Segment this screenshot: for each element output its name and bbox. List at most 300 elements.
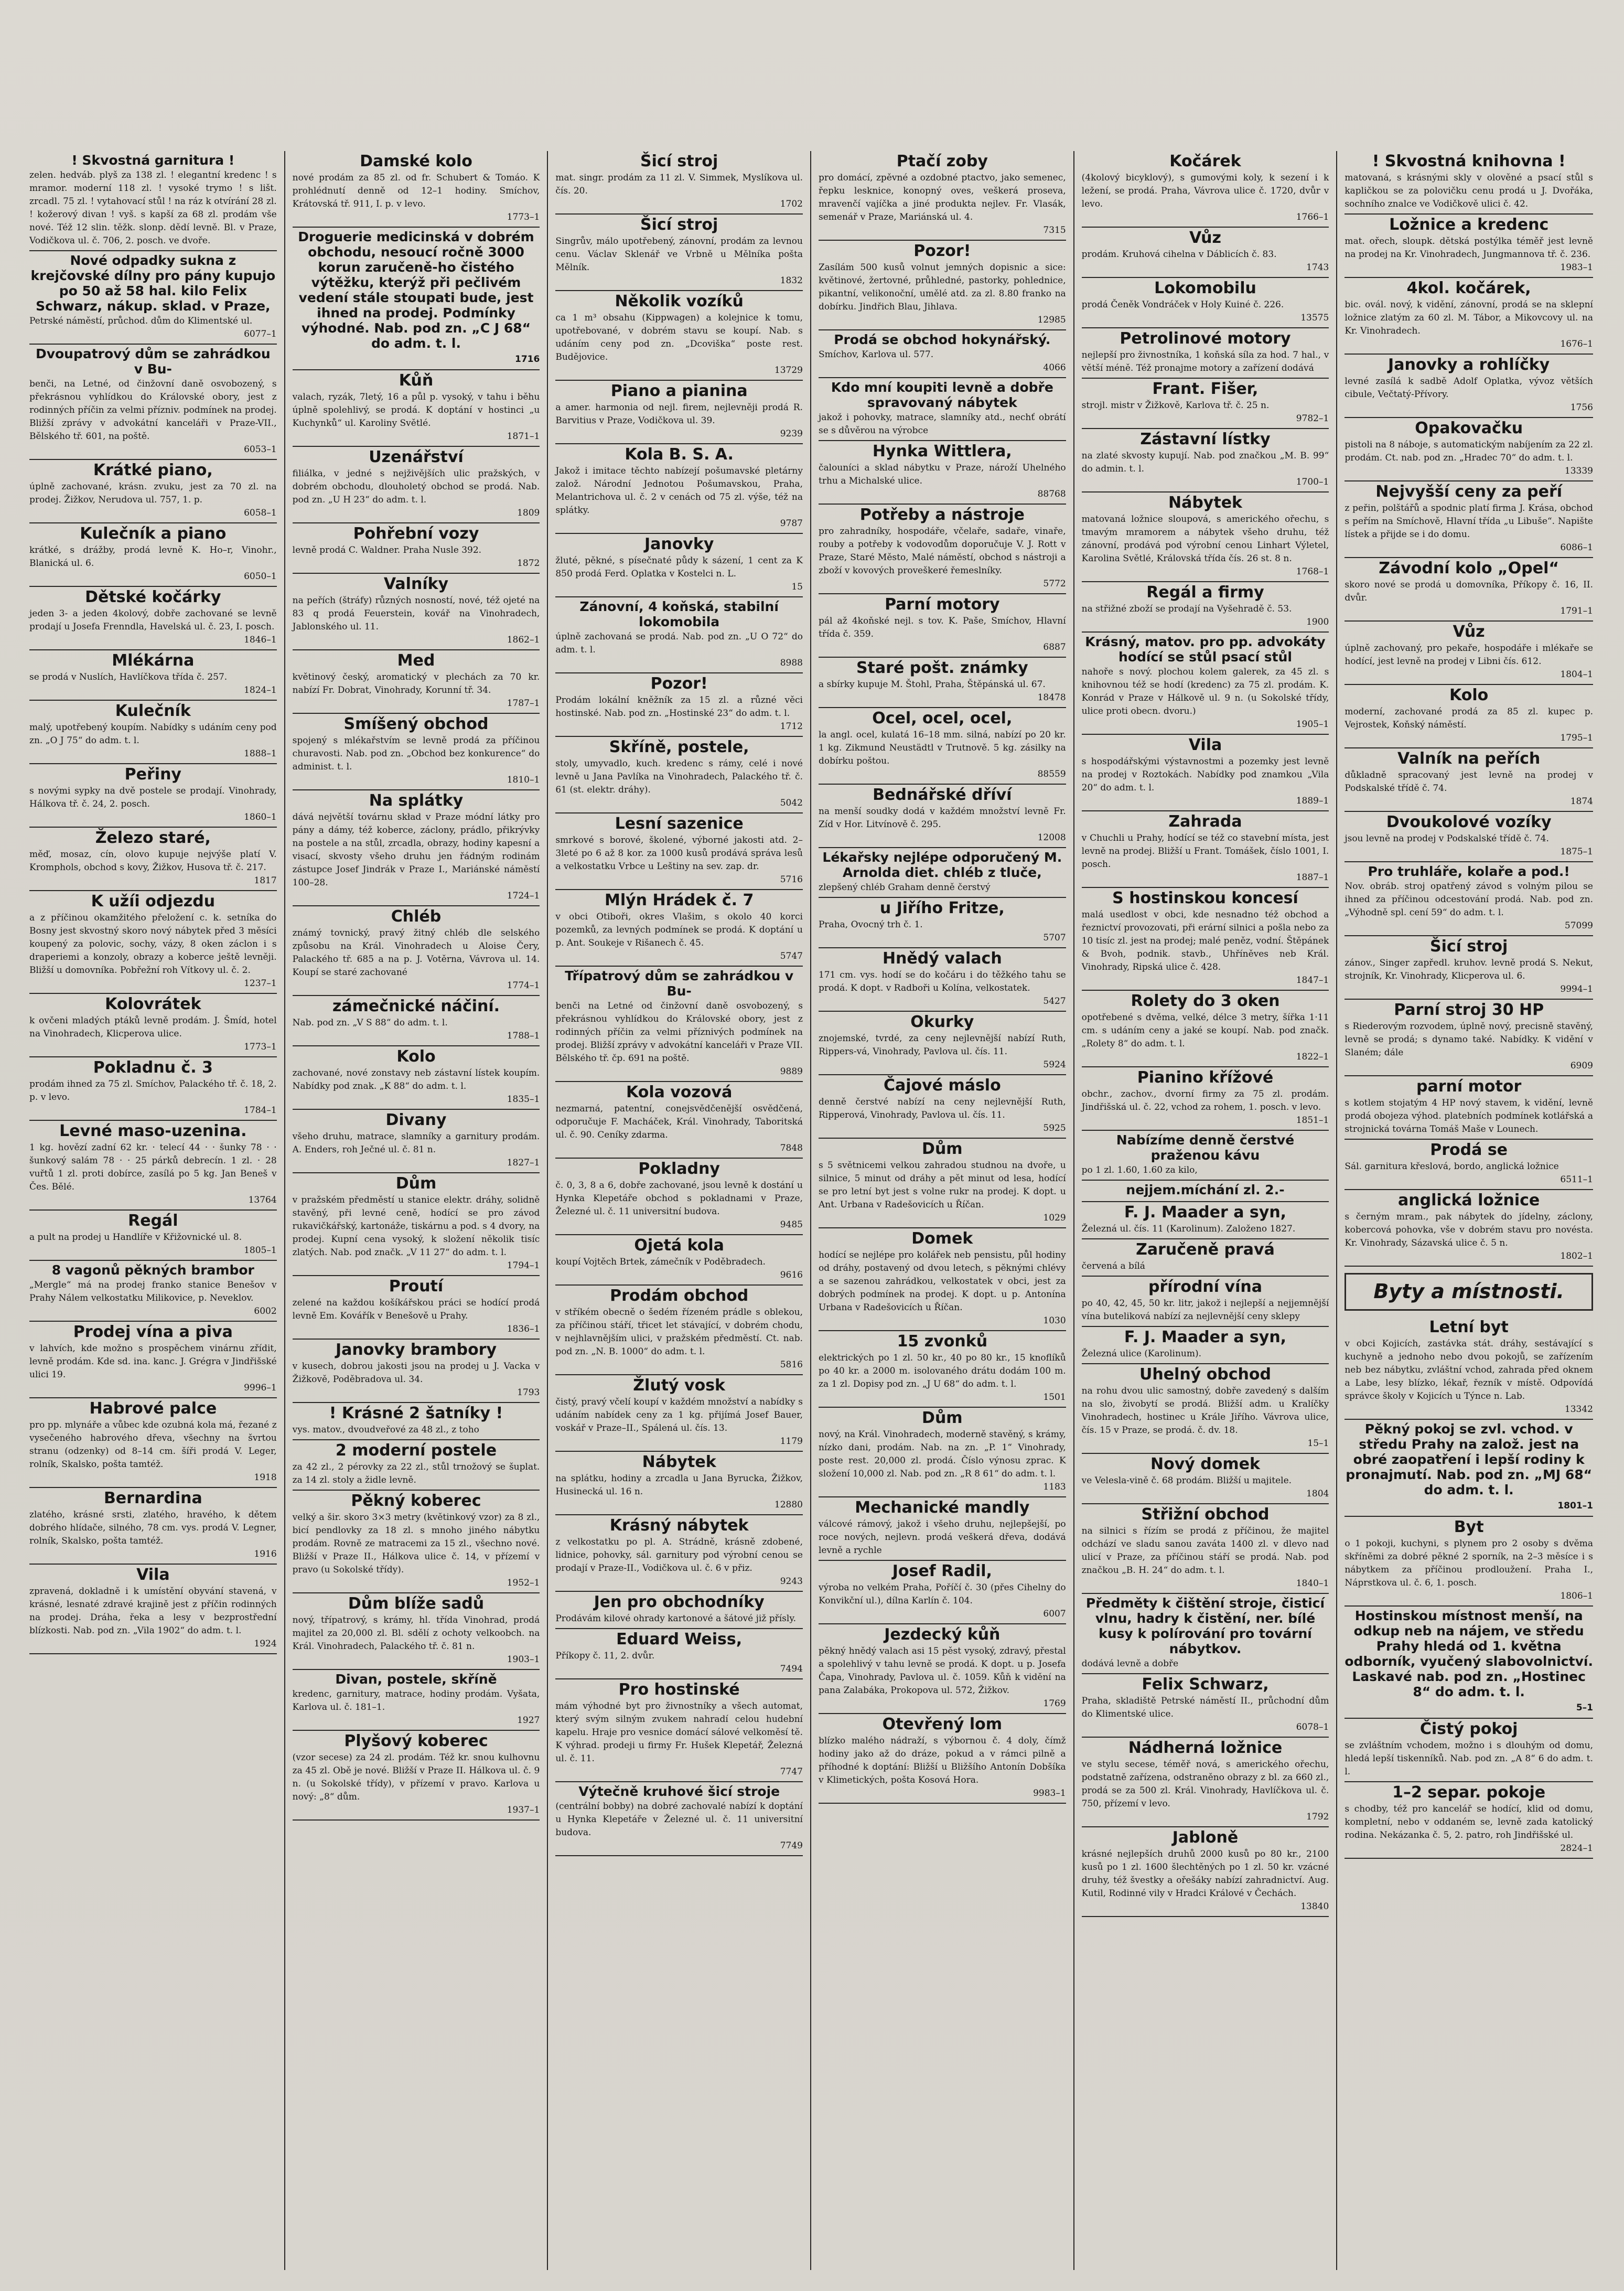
ad-reference-number: 13342 [1564,1404,1593,1415]
ad-heading: nejjem.míchání zl. 2.- [1126,1182,1285,1197]
classified-ad [1082,735,1329,811]
ad-heading: Pro truhláře, kolaře a pod.! [1368,864,1570,879]
classified-ad [293,523,540,574]
classified-ad [1082,1067,1329,1131]
ad-heading: u Jiřího Fritze, [879,899,1005,917]
ad-heading: Střižní obchod [1141,1505,1270,1524]
ad-body: spojený s mlékařstvím se levně prodá za příčinou churavosti. Nab. pod zn. „Obchod bez konkurence“ do administ. t. l. [292,735,540,772]
ad-body: matovaná, s krásnými skly v olověné a psací stůl s kapličkou se za polovičku cenu prodá u J. Dvořáka, sochního znalce ve Vodičkově ulici č. 42. [1345,173,1593,209]
ad-reference-number: 1743 [1306,262,1329,273]
classified-ad [293,1593,540,1670]
ad-heading: Kola vozová [626,1083,733,1101]
classified-ad [555,673,803,737]
classified-ad [293,1110,540,1173]
ad-body: s novými sypky na dvě postele se prodají. Vinohrady, Hálkova tř. č. 24, 2. posch. [29,786,277,809]
ad-body: zlatého, krásné srsti, zlatého, hravého, k dětem dobrého hlídače, silného, 78 cm. vys. prodá V. Legner, rolník, Skalsko, pošta tamtéž. [29,1510,277,1546]
ad-column-3 [548,151,811,2270]
ad-heading: Vila [1188,736,1222,754]
ad-body: všeho druhu, matrace, slamníky a garnitury prodám. A. Enders, roh Ječné ul. č. 81 n. [292,1131,540,1155]
ad-heading: Jen pro obchodníky [594,1593,765,1611]
ad-heading: Několik vozíků [615,292,744,311]
ad-heading: Lékařsky nejlépe odporučený M. Arnolda diet. chléb z tluče, [822,850,1062,880]
ad-body: na peřích (štráfy) různých nosností, nové, též ojeté na 83 q prodá Feuerstein, kovář na Vinohradech, Jablonského ul. 11. [292,595,540,632]
ad-body: Sál. garnitura křeslová, bordo, anglická ložnice [1345,1161,1559,1172]
ad-body: vys. matov., dvoudveřové za 48 zl., z toho [292,1425,479,1435]
ad-reference-number: 1791–1 [1560,606,1593,616]
ad-heading: Janovky brambory [335,1341,497,1359]
ad-reference-number: 57099 [1564,920,1593,931]
ad-reference-number: 1872 [517,558,540,569]
ad-reference-number: 1804–1 [1560,669,1593,680]
ad-heading: Šicí stroj [1430,937,1508,956]
classified-ad [29,1261,277,1322]
ad-reference-number: 1700–1 [1296,477,1329,487]
ad-reference-number: 6058–1 [244,508,277,518]
ad-heading: Prodám obchod [610,1287,749,1305]
ad-heading: Mlékárna [112,651,195,670]
ad-heading: Valník na peřích [1397,750,1541,768]
ad-reference-number: 5716 [780,874,803,885]
classified-ad [29,1488,277,1565]
classified-ad [819,785,1066,848]
ad-body: Příkopy č. 11, 2. dvůr. [555,1651,655,1661]
classified-ad [1345,812,1593,862]
ad-reference-number: 4066 [1043,362,1066,373]
ad-body: známý tovnický, pravý žitný chléb dle selského způsobu na Král. Vinohradech u Aloise Čery, Palackého tř. 685 a na p. J. Votěrna, Vávrova ul. 14. Koupí se staré zachované [292,928,540,978]
ad-body: znojemské, tvrdé, za ceny nejlevnější nabízí Ruth, Rippers-vá, Vinohrady, Pavlova ul. čís. 11. [818,1033,1066,1057]
ad-body: nový, třípatrový, s krámy, hl. třída Vinohrad, prodá majitel za 20,000 zl. Bl. sdělí z ochoty velkoobch. na Král. Vinohradech, Palackého tř. č. 81 n. [292,1615,540,1652]
ad-body: nové prodám za 85 zl. od fr. Schubert & Tomáo. K prohlédnutí denně od 12–1 hodiny. Smíchov, Krátovská tř. 911, I. p. v levo. [292,173,540,209]
classified-ad [1345,1190,1593,1267]
ad-heading: Kulečník [115,702,191,720]
classified-ad [1082,1364,1329,1454]
ad-reference-number: 9994–1 [1560,984,1593,994]
ad-body: v Chuchli u Prahy, hodící se též co stavební místa, jest levně na prodej. Bližší u Frant. Tomášek, číslo 1001, I. posch. [1081,833,1329,870]
ad-body: s černým mram., pak nábytek do jídelny, záclony, kobercová pohovka, vše v dobrém stavu pro novésta. Kr. Vinohrady, Sázavská ulice č. 5 n. [1345,1212,1593,1248]
ad-reference-number: 9243 [780,1576,803,1587]
ad-heading: Krátké piano, [93,461,213,479]
ad-heading: Regál [128,1212,178,1230]
ad-heading: Vůz [1189,229,1221,247]
ad-body: bic. ovál. nový, k vidění, zánovní, prodá se na sklepní ložnice zlatým za 60 zl. M. Tábor, a Mikovcovy ul. na Kr. Vinohradech. [1345,299,1593,336]
classified-ad [29,523,277,587]
classified-ad [555,534,803,597]
ad-heading: Čajové máslo [883,1076,1001,1095]
ad-body: a sbírky kupuje M. Štohl, Praha, Štěpánská ul. 67. [818,679,1046,690]
ad-reference-number: 9889 [780,1066,803,1077]
classified-ad [1345,748,1593,812]
ad-heading: parní motor [1416,1077,1522,1096]
classified-ad [819,1075,1066,1139]
ad-heading: Dům [922,1409,963,1427]
ad-heading: Zahrada [1168,812,1242,831]
ad-body: Jakož i imitace těchto nabízejí pošumavské pletárny založ. Národní Jednotou Pošumavskou, Praha, Melantrichova ul. č. 2 v cenách od 75 zl. výše, též na splátky. [555,466,803,516]
ad-reference-number: 1773–1 [244,1042,277,1052]
ad-heading: Kdo mní koupiti levně a dobře spravovaný nábytek [831,380,1053,410]
ad-heading: Hostinskou místnost menší, na odkup neb na nájem, ve středu Prahy hledá od 1. května odborník, vyučený slabovolnictví. Laskavé nab. pod zn. „Hostinec 8“ do adm. t. l. [1345,1608,1593,1699]
classified-ad [1345,936,1593,1000]
classified-ad [293,1440,540,1491]
ad-reference-number: 13339 [1564,466,1593,476]
ad-body: nahoře s nový. plochou kolem galerek, za 45 zl. s knihovnou též se hodí (kredenc) za 75 zl. prodám. K. Konrád v Praze v Hálkově ul. 9 n. (u Sokolské třídy, ulice proti obecn. dvoru.) [1081,667,1329,716]
ad-reference-number: 88768 [1037,489,1066,499]
classified-ad [819,1624,1066,1714]
ad-heading: Jabloně [1172,1828,1239,1847]
ad-reference-number: 1766–1 [1296,212,1329,222]
ad-reference-number: 1924 [254,1639,277,1649]
ad-heading: Vůz [1453,623,1485,641]
ad-body: zelené na každou košíkářskou práci se hodící prodá levně Em. Kovářík v Benešově u Prahy. [292,1298,540,1321]
ad-heading: Kočárek [1169,152,1241,170]
ad-heading: Rolety do 3 oken [1131,992,1280,1010]
ad-heading: Prodej vína a piva [73,1323,233,1341]
ad-reference-number: 1889–1 [1296,796,1329,806]
ad-heading: Mlýn Hrádek č. 7 [604,891,754,909]
ad-heading: Krásný nábytek [609,1516,749,1535]
classified-ad [1082,1131,1329,1181]
classified-ad [555,1286,803,1375]
ad-body: obchr., zachov., dvorní firmy za 75 zl. prodám. Jindřišská ul. č. 22, vchod za rohem, 1. posch. v levo. [1081,1089,1329,1112]
ad-heading: Železo staré, [95,829,211,847]
ad-reference-number: 1804 [1306,1489,1329,1499]
ad-body: po 40, 42, 45, 50 kr. litr, jakož i nejlepší a nejjemnější vína buteliková nabízí za nejlevnější ceny sklepy [1081,1298,1329,1322]
ad-body: ve stylu secese, téměř nová, s amerického ořechu, podstatně zařízena, odstraněno obrazy z bl. za 660 zl., prodá se za 500 zl. Král. Vinohrady, Havlíčkova ul. č. 750, přízemí v levo. [1081,1759,1329,1809]
ad-body: Singrův, málo upotřebený, zánovní, prodám za levnou cenu. Václav Sklenář ve Vrbně u Mělníka pošta Mělník. [555,236,803,273]
ad-heading: Felix Schwarz, [1142,1675,1269,1694]
ad-body: pro pp. mlynáře a vůbec kde ozubná kola má, řezané z vysečeného habrového dřeva, všechny na švrtou stranu (odzenky) od 8–14 cm. šíři prodá V. Leger, rolník, Skalsko, pošta tamtéž. [29,1420,277,1470]
ad-reference-number: 1501 [1043,1392,1066,1403]
ad-heading: Kulečník a piano [80,524,227,543]
ad-body: na zlaté skvosty kupují. Nab. pod značkou „M. B. 99“ do admin. t. l. [1081,451,1329,474]
ad-reference-number: 1716 [515,354,540,365]
ad-heading: ! Krásné 2 šatníky ! [329,1404,503,1422]
ad-body: krátké, s drážby, prodá levně K. Ho–r, Vinohr., Blanická ul. 6. [29,545,277,569]
ad-heading: Pianino křížové [1137,1068,1274,1087]
classified-ad [555,291,803,381]
ad-reference-number: 1817 [254,875,277,886]
ad-heading: Nábytek [642,1453,716,1471]
classified-ad [293,714,540,790]
classified-ad [29,1322,277,1398]
ad-heading: Dvoukolové vozíky [1386,813,1552,831]
ad-body: v stříkém obecně o šedém řízeném prádle s oblekou, za příčinou stáří, třicet let stávající, v dobrém chodu, v nejhlavnějším ulici, v pražském předměstí. Ct. nab. pod zn. „N. B. 1000“ do adm. t. l. [555,1307,803,1357]
ad-heading: Prodá se [1430,1141,1508,1159]
classified-ad [555,967,803,1082]
classified-ad [1082,633,1329,735]
ad-heading: Skříně, postele, [609,738,749,756]
ad-body: mat. singr. prodám za 11 zl. V. Simmek, Myslíkova ul. čís. 20. [555,173,803,196]
classified-ad [1082,1827,1329,1917]
ad-reference-number: 1824–1 [244,685,277,695]
classified-ad [1345,418,1593,481]
ad-column-5 [1074,151,1338,2270]
classified-ad [1345,1273,1593,1311]
ad-heading: Vila [136,1566,170,1584]
classified-ad [1082,1327,1329,1364]
classified-ad [1345,215,1593,278]
ad-heading: Petrolinové motory [1120,329,1291,348]
ad-heading: Nabízíme denně čerstvé praženou kávu [1116,1132,1295,1163]
ad-heading: Josef Radil, [892,1562,992,1580]
ad-heading: Okurky [910,1013,974,1031]
ad-reference-number: 1927 [517,1715,540,1726]
ad-heading: Smíšený obchod [343,715,489,733]
ad-body: pěkný hnědý valach asi 15 pěst vysoký, zdravý, přestal a spolehlivý v tahu levně se prodá. K dopt. u p. Josefa Čapa, Vinohrady, Pavlova ul. č. 1059. Kůň k vidění na pana Zalabáka, Prokopova ul. 572, Žižkov. [818,1646,1066,1696]
ad-body: s chodby, též pro kancelář se hodící, klid od domu, kompletní, nebo v oddaném se, levně zada katolický rodina. Nekázanka č. 5, 2. patro, roh Jindřišské ul. [1345,1804,1593,1840]
ad-body: levné zasílá k sadbě Adolf Oplatka, vývoz větších cibule, Večtatý-Přívory. [1345,376,1593,400]
ad-reference-number: 1769 [1043,1698,1066,1709]
ad-reference-number: 1029 [1043,1213,1066,1223]
classified-ad [29,460,277,523]
classified-ad [1345,278,1593,355]
ad-heading: Divan, postele, skříně [335,1672,497,1687]
ad-reference-number: 1787–1 [507,698,540,709]
ad-reference-number: 1809 [517,508,540,518]
classified-ad [1082,811,1329,888]
ad-body: v obci Kojicích, zastávka stát. dráhy, sestávající s kuchyně a jednoho nebo dvou pokojů, se zařízením neb bez nábytku, zvláštní vchod, zahrada před oknem a Labe, lesy blízko, lékař, řezník v místě. Odpovídá správce školy v Kojicích u Týnce n. Lab. [1345,1339,1593,1401]
ad-body: jeden 3- a jeden 4kolový, dobře zachované se levně prodají u Josefa Frenndla, Havelská ul. č. 23, I. posch. [29,608,277,632]
ad-body: Praha, skladiště Petrské náměstí II., průchodní dům do Klimentské ulice. [1081,1696,1329,1719]
ad-body: k ovčeni mladých ptáků levně prodám. J. Šmíd, hotel na Vinohradech, Klicperova ulice. [29,1015,277,1039]
classified-ad [293,996,540,1046]
ad-reference-number: 5816 [780,1359,803,1370]
classified-ad [1345,1517,1593,1607]
classified-ad [819,898,1066,948]
ad-body: žluté, pěkné, s písečnaté půdy k sázení, 1 cent za K 850 prodá Ferd. Oplatka v Kostelci n. L. [555,555,803,579]
ad-heading: Pokladny [638,1160,720,1178]
ad-reference-number: 1794–1 [507,1260,540,1271]
classified-ad [1082,379,1329,429]
classified-ad [1082,328,1329,379]
classified-ad [1082,1277,1329,1327]
ad-reference-number: 6511–1 [1560,1174,1593,1185]
ad-heading: Dvoupatrový dům se zahrádkou v Bu- [35,346,271,377]
classified-ad [293,151,540,228]
ad-body: zlepšený chléb Graham denně čerstvý [818,882,991,893]
ad-body: zpravená, dokladně i k umístění obyvání stavená, v krásné, lesnaté zdravé krajině jest z příčin rodinných na prodej. Dráha, řeka a lesy v bezprostřední blízkosti. Nab. pod zn. „Vila 1902“ do adm. t. l. [29,1586,277,1636]
ad-heading: Dům [922,1140,963,1158]
ad-reference-number: 9983–1 [1033,1788,1066,1798]
classified-ad [293,1670,540,1731]
ad-reference-number: 1903–1 [507,1654,540,1665]
ad-body: dodává levně a dobře [1081,1658,1179,1669]
ad-reference-number: 18478 [1037,692,1066,703]
classified-ad [819,378,1066,441]
classified-ad [555,1082,803,1159]
classified-ad [29,701,277,764]
classified-ad [819,1012,1066,1075]
ad-heading: Pozor! [650,675,708,693]
classified-ad [1082,1454,1329,1504]
classified-ad [29,1057,277,1121]
ad-heading: Dům [395,1174,437,1193]
ad-body: Železná ulice (Karolinum). [1081,1348,1202,1359]
ad-heading: Třípatrový dům se zahrádkou v Bu- [565,968,794,999]
ad-heading: Nejvyšší ceny za peří [1375,483,1563,501]
classified-ad [293,1403,540,1440]
classified-ad [1345,862,1593,936]
ad-body: malá usedlost v obci, kde nesnadno též obchod a řeznictví provozovati, při erární silnici a pošla nebo za 10 tisíc zl. jest na prodej; malé peněz, vodní. Štěpánek & Bvoh, podnik. stavb., Uhříněves neb Král. Vinohrady, Ripská ulice č. 428. [1081,909,1329,972]
ad-heading: Janovky [644,535,714,553]
ad-reference-number: 13764 [248,1195,277,1205]
classified-ad [1082,1202,1329,1239]
classified-ad [1345,1000,1593,1076]
ad-heading: Mechanické mandly [855,1498,1030,1517]
ad-reference-number: 1827–1 [507,1158,540,1168]
ad-heading: Krásný, matov. pro pp. advokáty hodící se stůl psací stůl [1085,634,1326,665]
ad-reference-number: 1806–1 [1560,1591,1593,1601]
ad-reference-number: 1795–1 [1560,733,1593,743]
classified-ad [819,658,1066,708]
ad-heading: Nádherná ložnice [1128,1739,1283,1757]
ad-body: Zasílám 500 kusů volnut jemných dopisnic a sice: květinové, žertovné, průhledné, pastorky, pohlednice, pikantní, velikonoční, umělé atd. za zl. 8.80 franko na dobírku. Jindřich Blau, Jihlava. [818,262,1066,312]
classified-ad [1082,278,1329,328]
classified-ad [293,370,540,447]
ad-reference-number: 1030 [1043,1315,1066,1326]
ad-heading: Pohřební vozy [353,524,479,543]
ad-reference-number: 1871–1 [507,431,540,442]
ad-reference-number: 9996–1 [244,1383,277,1393]
ad-body: výroba no velkém Praha, Poříčí č. 30 (přes Cihelny do Konvikční ul.), dílna Karlín č. 104. [818,1582,1066,1606]
classified-ad [819,848,1066,898]
ad-body: prodám. Kruhová cihelna v Dáblicích č. 83. [1081,249,1277,260]
ad-body: se zvláštním vchodem, možno i s dlouhým od domu, hledá lepší tiskenníků. Nab. pod zn. „A 8“ 6 do adm. t. l. [1345,1740,1593,1777]
ad-reference-number: 6077–1 [244,329,277,339]
ad-reference-number: 1937–1 [507,1805,540,1815]
ad-reference-number: 1860–1 [244,812,277,822]
ad-heading: Prodá se obchod hokynářský. [834,332,1051,347]
ad-heading: přírodní vína [1148,1278,1262,1296]
classified-ad [29,587,277,650]
ad-body: s Riederovým rozvodem, úplně nový, precisně stavěný, levně se prodá; s dynamo také. Nabídky. K vidění v Slaném; dále [1345,1021,1593,1058]
ad-body: moderní, zachované prodá za 85 zl. kupec p. Vejrostek, Koňský náměstí. [1345,706,1593,730]
classified-ad [293,1173,540,1276]
ad-body: na menší soudky dodá v každém množství levně Fr. Zíd v Hor. Litvínově č. 295. [818,806,1066,830]
classified-ad [1345,1607,1593,1719]
ad-column-6 [1337,151,1600,2270]
ad-body: nezmarná, patentní, conejsvědčenější osvědčená, odporučuje F. Macháček, Král. Vinohrady, Taboritská ul. č. 90. Ceníky zdarma. [555,1104,803,1140]
classified-ad [819,1408,1066,1497]
ad-heading: Jezdecký kůň [884,1625,1001,1644]
ad-columns [22,151,1600,2270]
ad-reference-number: 9485 [780,1219,803,1230]
ad-heading: Byty a místnosti. [1373,1280,1564,1303]
ad-reference-number: 15–1 [1307,1438,1329,1449]
classified-ad [555,890,803,967]
ad-body: na rohu dvou ulic samostný, dobře zavedený s dalším na slo, živobytí se prodá. Bližší adm. u Kralíčky Vinohradech, hostinec u Krále Jiřího. Vávrova ulice, čís. 15 v Praze, se prodá. č. dv. 18. [1081,1386,1329,1436]
classified-ad [1082,1181,1329,1202]
classified-ad [29,828,277,891]
ad-heading: Pro hostinské [618,1680,740,1699]
ad-body: „Mergle“ má na prodej franko stanice Benešov v Prahy Nálem velkostatku Milikovice, p. Neveklov. [29,1280,277,1303]
ad-heading: ! Skvostná garnitura ! [71,153,235,168]
ad-body: pro domácí, zpěvné a ozdobné ptactvo, jako semenec, řepku lesknice, konopný oves, veškerá proseva, mravenčí vajíčka a jiné produkta nejlev. Fr. Vlasák, semenář v Praze, Mariánská ul. 4. [818,173,1066,222]
classified-ad [1082,1674,1329,1738]
ad-reference-number: 1793 [517,1387,540,1398]
classified-ad [555,381,803,444]
ad-body: Prodám lokální kněžník za 15 zl. a různé věci hostinské. Nab. pod zn. „Hostinské 23“ do adm. t. l. [555,695,803,719]
ad-body: matovaná ložnice sloupová, s amerického ořechu, s tmavým mramorem a nábytek všeho druhu, též zánovní, prodává pod výrobní cenou Linhart Výletel, Karolina Světlé, Královská třída čís. 26 st. 8 n. [1081,514,1329,564]
ad-body: (vzor secese) za 24 zl. prodám. Též kr. snou kulhovnu za 45 zl. Obě je nové. Bližší v Praze II. Hálkova ul. č. 9 n. (u Sokolské třídy), v přízemí v pravo. Karlova u nový: „8“ dům. [292,1752,540,1802]
ad-reference-number: 1862–1 [507,635,540,645]
classified-ad [29,1398,277,1488]
ad-body: denně čerstvé nabízí na ceny nejlevnější Ruth, Ripperová, Vinohrady, Pavlova ul. čís. 11. [818,1097,1066,1120]
ad-heading: Habrové palce [89,1399,217,1418]
classified-ad [293,1046,540,1110]
classified-ad [555,1159,803,1235]
classified-ad [819,441,1066,505]
ad-reference-number: 1724–1 [507,891,540,901]
classified-ad [1345,1719,1593,1782]
ad-reference-number: 12880 [774,1500,803,1510]
ad-reference-number: 1810–1 [507,775,540,785]
ad-reference-number: 1905–1 [1296,719,1329,730]
ad-reference-number: 13575 [1300,313,1329,323]
classified-ad [819,1714,1066,1804]
classified-ad [29,650,277,701]
classified-ad [555,444,803,534]
ad-body: levně prodá C. Waldner. Praha Nusle 392. [292,545,482,555]
ad-heading: Med [397,651,435,670]
ad-body: č. 0, 3, 8 a 6, dobře zachované, jsou levně k dostání u Hynka Klepetáře obchod s pokladnami v Praze, Železné ul. č. 11 universitní budova. [555,1180,803,1217]
ad-heading: Pokladnu č. 3 [93,1058,213,1077]
ad-body: blízko malého nádraží, s výbornou č. 4 doly, čímž hodiny jako až do dráze, pokud a v rámci pilně a příhodné k doptání: Bližší u Bližšího Antonín Dobšíka v Klimetických, pošta Kosová Hora. [818,1736,1066,1785]
ad-reference-number: 6909 [1570,1061,1593,1071]
ad-reference-number: 9239 [780,429,803,439]
classified-ad [293,574,540,650]
ad-body: a amer. harmonia od nejl. firem, nejlevněji prodá R. Barvitius v Praze, Vodičkova ul. 39. [555,402,803,426]
ad-body: čalouníci a sklad nábytku v Praze, nároží Uhelného trhu a Michalské ulice. [818,463,1066,486]
classified-ad [1345,1420,1593,1517]
ad-reference-number: 7494 [780,1664,803,1674]
ad-heading: 8 vagonů pěkných brambor [51,1262,254,1278]
ad-heading: Uhelný obchod [1139,1365,1271,1384]
ad-reference-number: 6887 [1043,642,1066,652]
ad-body: benči na Letné od činžovní daně osvobozený, s překrásnou vyhlídkou do Královské obory, jest z rodinných příčin za velmi příznivých podmínek na prodej. Bližší zprávy v advokátní kanceláři v Praze VII. Bělského tř. čp. 691 na poště. [555,1001,803,1064]
ad-reference-number: 9616 [780,1270,803,1280]
classified-ad [819,948,1066,1012]
ad-body: ca 1 m³ obsahu (Kippwagen) a kolejnice k tomu, upotřebované, v dobrém stavu se koupí. Nab. s udáním ceny pod zn. „Dcoviška“ poste rest. Budějovice. [555,313,803,362]
ad-reference-number: 1832 [780,275,803,286]
classified-ad [293,1491,540,1593]
ad-heading: Parní motory [885,595,1000,614]
ad-body: úplně zachované, krásn. zvuku, jest za 70 zl. na prodej. Žižkov, Nerudova ul. 757, 1. p. [29,481,277,505]
classified-ad [29,891,277,994]
ad-reference-number: 1900 [1306,617,1329,627]
ad-reference-number: 5042 [780,798,803,808]
ad-body: la angl. ocel, kulatá 16–18 mm. silná, nabízí po 20 kr. 1 kg. Zikmund Neustädtl v Trutnově. 5 kg. zásilky na dobírku poštou. [818,730,1066,766]
ad-heading: Ojetá kola [634,1236,724,1255]
ad-reference-number: 1918 [254,1472,277,1483]
ad-heading: Chléb [391,907,442,926]
ad-reference-number: 1788–1 [507,1031,540,1041]
ad-heading: Frant. Fišer, [1152,380,1259,398]
ad-reference-number: 2824–1 [1560,1843,1593,1854]
classified-ad [1345,558,1593,622]
classified-ad [819,708,1066,785]
ad-heading: Pěkný pokoj se zvl. vchod. v středu Prahy na založ. jest na obré zaopatření i lepší rodiny k pronajmutí. Nab. pod zn. „MJ 68“ do adm. t. l. [1346,1421,1593,1497]
ad-reference-number: 1822–1 [1296,1052,1329,1062]
classified-ad [819,241,1066,330]
classified-ad [819,1139,1066,1228]
classified-ad [29,1211,277,1261]
ad-heading: 4kol. kočárek, [1406,279,1531,297]
ad-body: 1 kg. hovězí zadní 62 kr. · telecí 44 · · šunky 78 · · šunkový salám 78 · · 25 párků debrecín. 1 zl. · 28 vuřtů 1 zl. proti dobírce, zasílá po 5 kg. Jan Beneš v Čes. Bělé. [29,1142,277,1192]
ad-reference-number: 1851–1 [1296,1115,1329,1126]
classified-ad [555,1592,803,1629]
ad-heading: Ložnice a kredenc [1389,216,1549,234]
ad-heading: Letní byt [1429,1318,1509,1336]
